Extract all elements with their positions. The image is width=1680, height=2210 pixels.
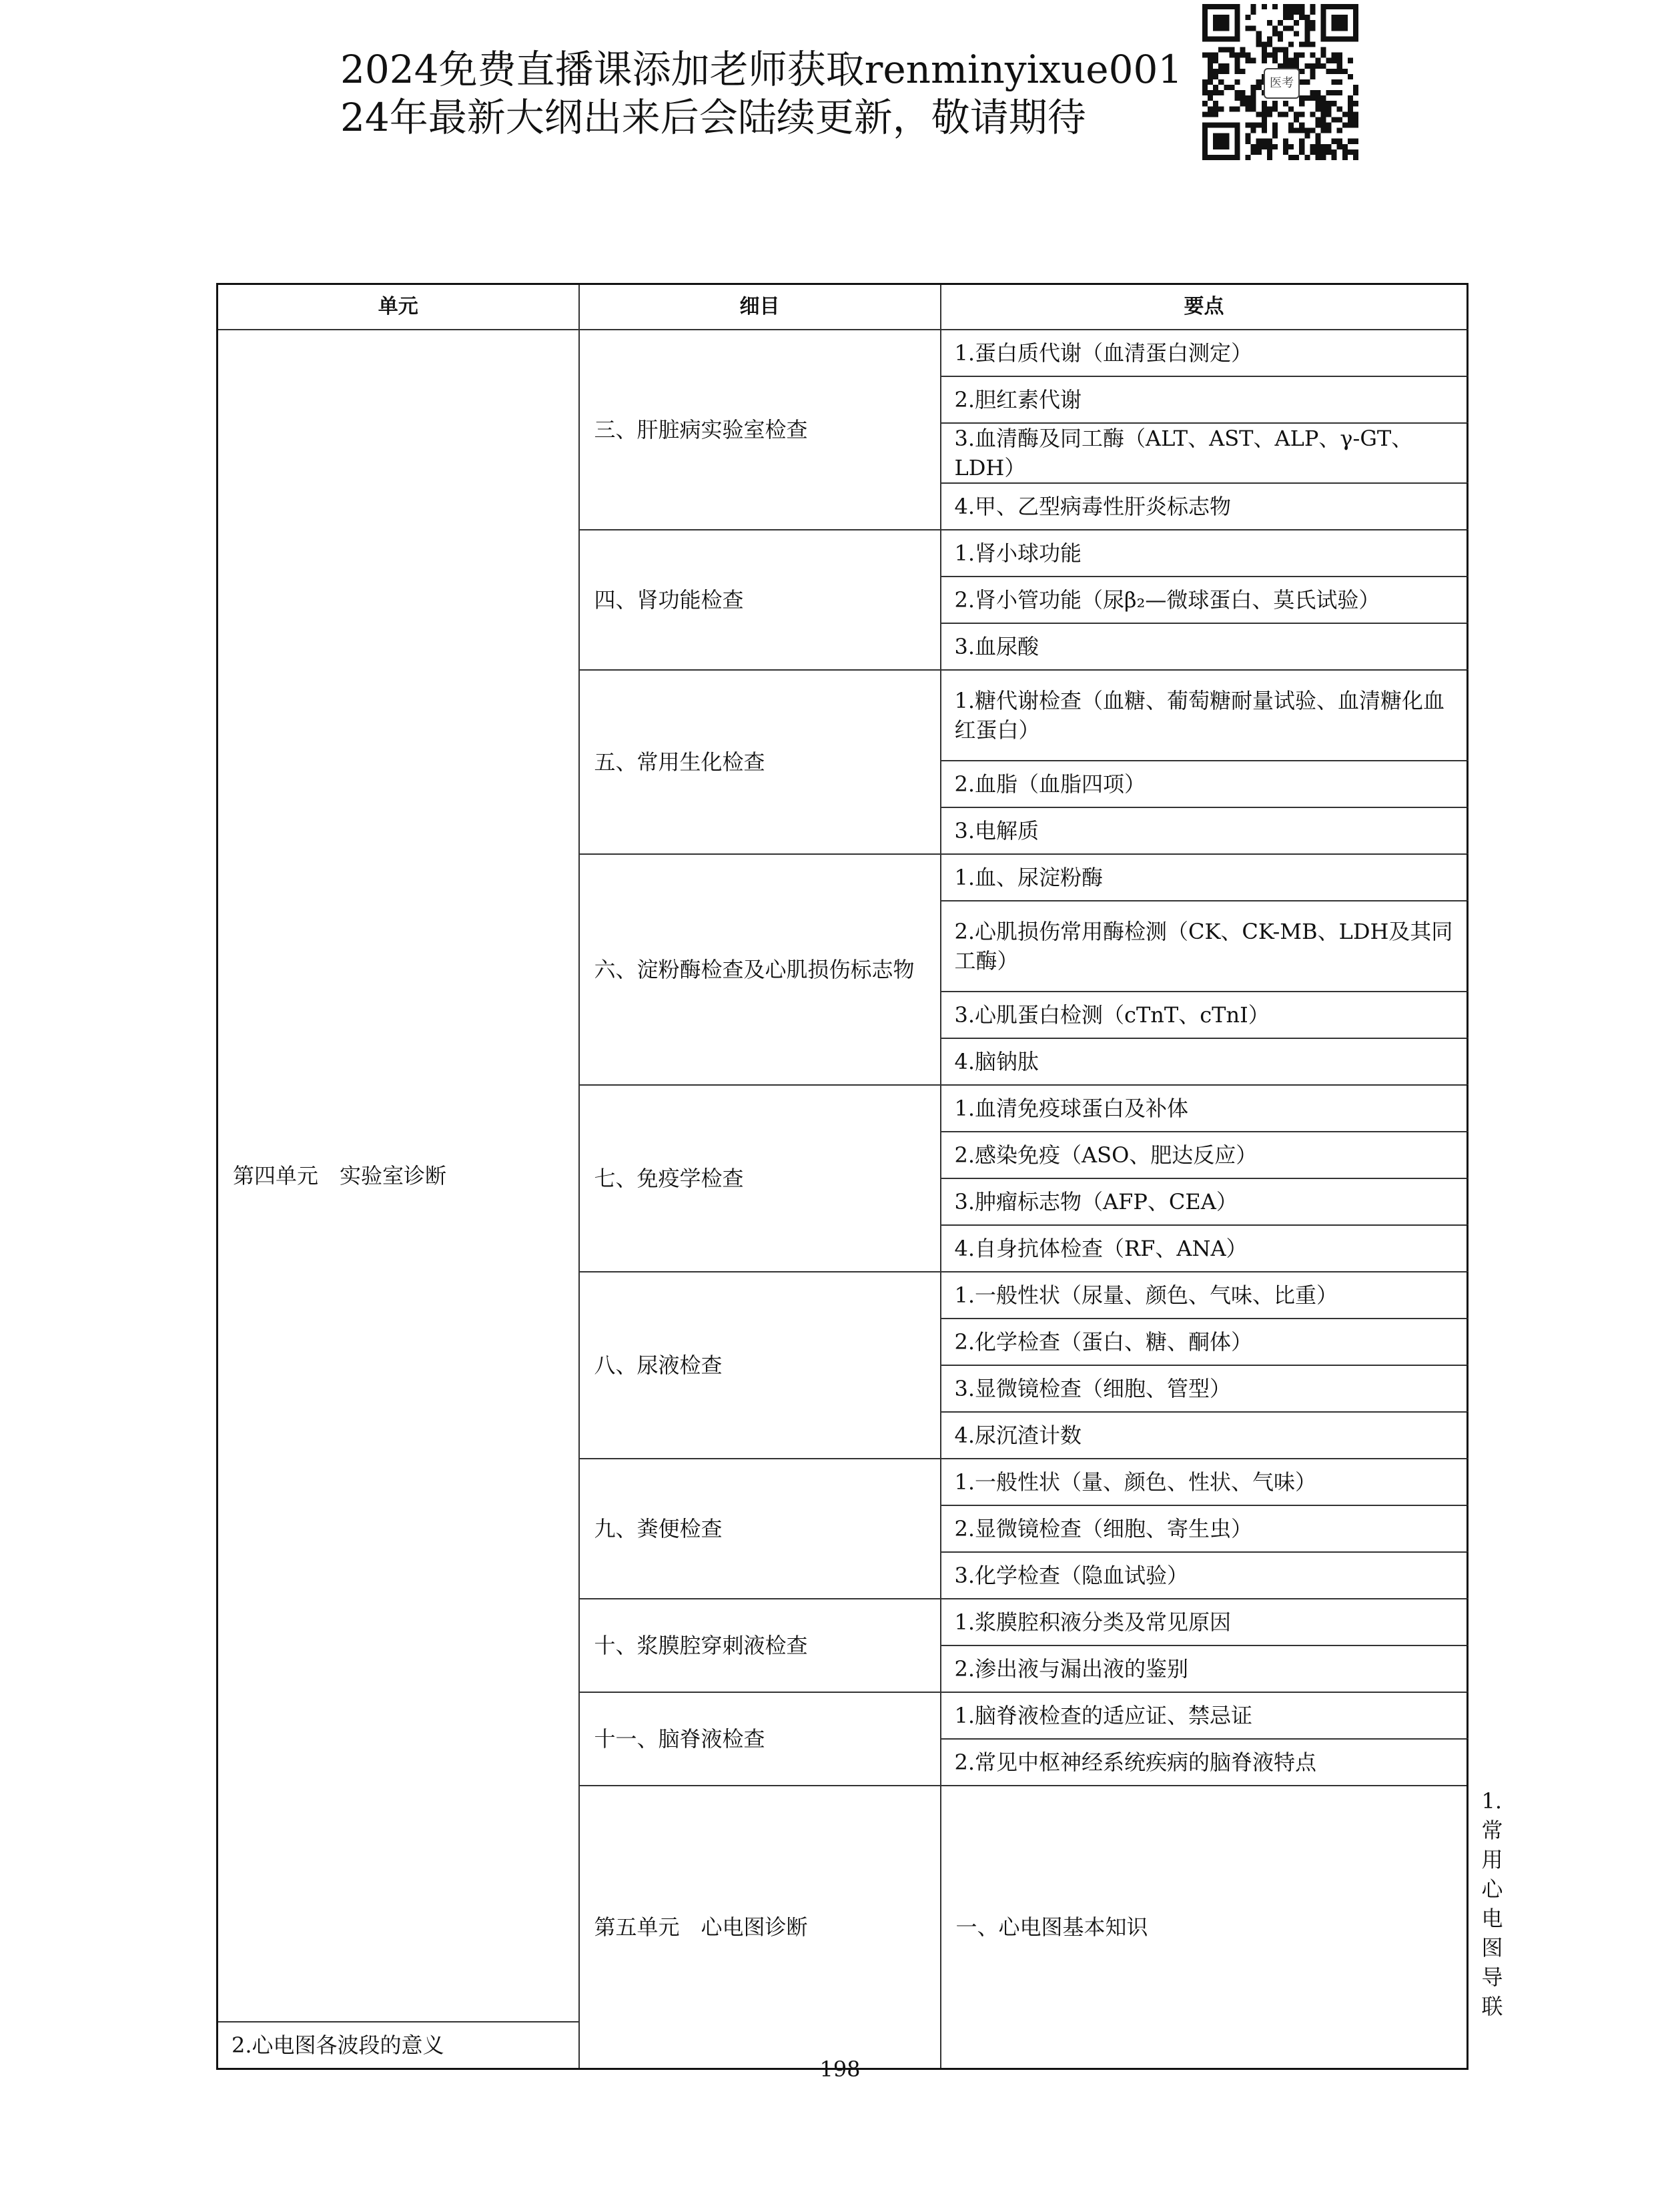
point-cell: 1.血、尿淀粉酶 bbox=[941, 854, 1468, 901]
point-cell: 3.心肌蛋白检测（cTnT、cTnI） bbox=[941, 992, 1468, 1038]
promo-line-1: 2024免费直播课添加老师获取renminyixue001 bbox=[340, 47, 1183, 92]
point-cell: 2.肾小管功能（尿β₂—微球蛋白、莫氏试验） bbox=[941, 577, 1468, 623]
point-cell: 3.化学检查（隐血试验） bbox=[941, 1552, 1468, 1599]
table-row bbox=[218, 330, 1468, 376]
point-cell: 2.胆红素代谢 bbox=[941, 376, 1468, 423]
qr-code-image bbox=[1202, 4, 1358, 160]
subitem-cell: 六、淀粉酶检查及心肌损伤标志物 bbox=[579, 854, 941, 1085]
subitem-cell: 七、免疫学检查 bbox=[579, 1085, 941, 1272]
subitem-cell: 一、心电图基本知识 bbox=[941, 1786, 1468, 2069]
point-cell: 4.尿沉渣计数 bbox=[941, 1412, 1468, 1459]
unit-cell: 第五单元 心电图诊断 bbox=[579, 1786, 941, 2069]
point-cell: 4.脑钠肽 bbox=[941, 1038, 1468, 1085]
subitem-cell: 三、肝脏病实验室检查 bbox=[579, 330, 941, 530]
table-row: 第五单元 心电图诊断 一、心电图基本知识 1.常用心电图导联 bbox=[218, 1786, 1468, 2022]
page-number: 198 bbox=[819, 2057, 861, 2082]
unit-cell: 第四单元 实验室诊断 bbox=[218, 330, 579, 2022]
point-cell: 2.显微镜检查（细胞、寄生虫） bbox=[941, 1505, 1468, 1552]
subitem-cell: 十、浆膜腔穿刺液检查 bbox=[579, 1599, 941, 1692]
point-cell: 3.血尿酸 bbox=[941, 623, 1468, 670]
exam-outline-table bbox=[216, 283, 1503, 2070]
point-cell: 1.肾小球功能 bbox=[941, 530, 1468, 577]
promo-line-2: 24年最新大纲出来后会陆续更新，敬请期待 bbox=[340, 95, 1086, 140]
point-cell: 1.一般性状（量、颜色、性状、气味） bbox=[941, 1459, 1468, 1505]
subitem-cell: 九、粪便检查 bbox=[579, 1459, 941, 1599]
subitem-cell: 五、常用生化检查 bbox=[579, 670, 941, 854]
header-points: 要点 bbox=[941, 284, 1468, 330]
point-cell: 1.血清免疫球蛋白及补体 bbox=[941, 1085, 1468, 1132]
point-cell: 1.糖代谢检查（血糖、葡萄糖耐量试验、血清糖化血红蛋白） bbox=[941, 670, 1468, 761]
qr-logo-badge: 医考 bbox=[1264, 68, 1300, 99]
point-cell: 2.常见中枢神经系统疾病的脑脊液特点 bbox=[941, 1739, 1468, 1786]
table-header-row bbox=[218, 284, 1468, 330]
promo-text bbox=[340, 45, 1182, 141]
point-cell: 1.脑脊液检查的适应证、禁忌证 bbox=[941, 1692, 1468, 1739]
point-cell: 3.肿瘤标志物（AFP、CEA） bbox=[941, 1178, 1468, 1225]
point-cell: 2.化学检查（蛋白、糖、酮体） bbox=[941, 1319, 1468, 1365]
point-cell: 3.显微镜检查（细胞、管型） bbox=[941, 1365, 1468, 1412]
subitem-cell: 八、尿液检查 bbox=[579, 1272, 941, 1459]
point-cell: 1.蛋白质代谢（血清蛋白测定） bbox=[941, 330, 1468, 376]
point-cell: 1.浆膜腔积液分类及常见原因 bbox=[941, 1599, 1468, 1645]
point-cell: 3.电解质 bbox=[941, 807, 1468, 854]
point-cell: 2.心电图各波段的意义 bbox=[218, 2022, 579, 2069]
point-cell: 3.血清酶及同工酶（ALT、AST、ALP、γ-GT、LDH） bbox=[941, 423, 1468, 483]
point-cell: 4.自身抗体检查（RF、ANA） bbox=[941, 1225, 1468, 1272]
point-cell: 2.心肌损伤常用酶检测（CK、CK-MB、LDH及其同工酶） bbox=[941, 901, 1468, 992]
point-cell: 2.渗出液与漏出液的鉴别 bbox=[941, 1645, 1468, 1692]
subitem-cell: 十一、脑脊液检查 bbox=[579, 1692, 941, 1786]
point-cell: 4.甲、乙型病毒性肝炎标志物 bbox=[941, 483, 1468, 530]
header-subitem: 细目 bbox=[579, 284, 941, 330]
point-cell: 1.一般性状（尿量、颜色、气味、比重） bbox=[941, 1272, 1468, 1319]
header-unit: 单元 bbox=[218, 284, 579, 330]
subitem-cell: 四、肾功能检查 bbox=[579, 530, 941, 670]
point-cell: 2.感染免疫（ASO、肥达反应） bbox=[941, 1132, 1468, 1178]
point-cell: 2.血脂（血脂四项） bbox=[941, 761, 1468, 807]
